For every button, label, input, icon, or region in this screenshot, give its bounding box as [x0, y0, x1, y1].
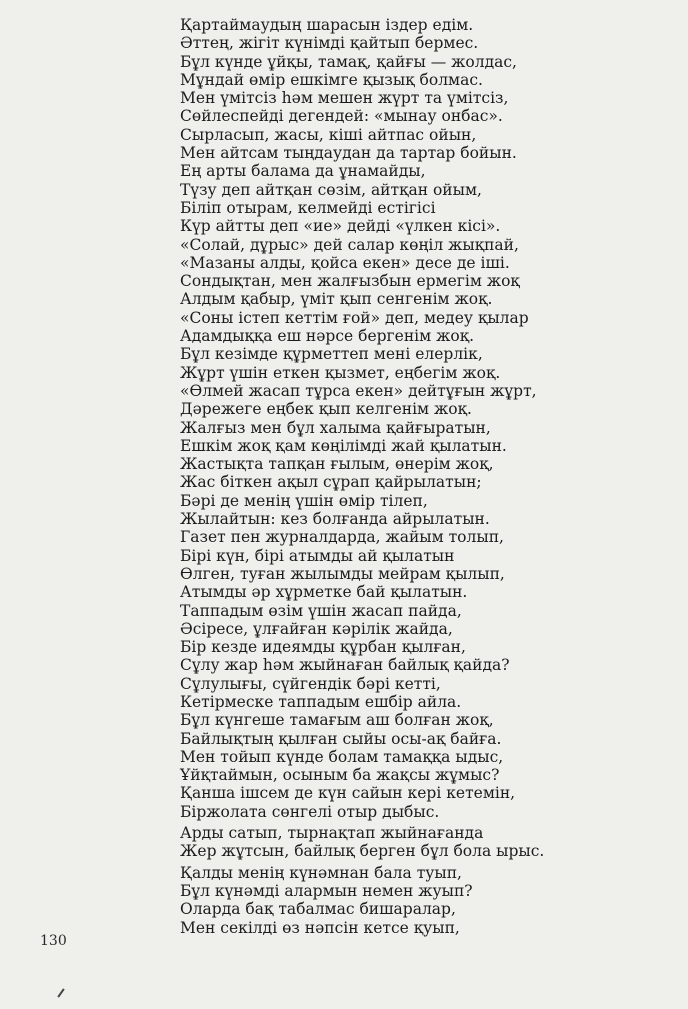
poem-line: Байлықтың қылған сыйы осы-ақ байға.: [180, 729, 502, 748]
page-number: 130: [40, 933, 67, 949]
poem-line: «Соны істеп кеттім ғой» деп, медеу қылар: [180, 308, 529, 327]
poem-line: Адамдыққа еш нәрсе бергенім жоқ.: [180, 327, 475, 346]
poem-line: Мұндай өмір ешкімге қызық болмас.: [180, 70, 483, 89]
poem-line: Кетірмеске таппадым ешбір айла.: [180, 692, 462, 711]
poem-line: Бұл күнгеше тамағым аш болған жоқ,: [180, 711, 494, 730]
poem-line: Өлген, туған жылымды мейрам қылып,: [180, 564, 505, 583]
poem-line: Жастықта тапқан ғылым, өнерім жоқ,: [180, 455, 494, 474]
poem-line: Жылайтын: кез болғанда айрылатын.: [180, 510, 490, 529]
poem-line: Дәрежеге еңбек қып келгенім жоқ.: [180, 400, 472, 419]
poem-line: Ұйқтаймын, осыным ба жақсы жұмыс?: [180, 766, 500, 785]
poem-line: Қанша ішсем де күн сайын кері кетемін,: [180, 784, 516, 803]
poem-line: Таппадым өзім үшін жасап пайда,: [180, 601, 462, 620]
poem-line: Сұлулығы, сүйгендік бәрі кетті,: [180, 674, 441, 693]
poem-line: Мен айтсам тыңдаудан да тартар бойын.: [180, 144, 517, 163]
poem-line: Сырласып, жасы, кіші айтпас ойын,: [180, 125, 477, 144]
poem-line: Жер жұтсын, байлық берген бұл бола ырыс.: [180, 842, 545, 861]
poem-line: Бірі күн, бірі атымды ай қылатын: [180, 546, 455, 565]
poem-line: Жалғыз мен бұл халыма қайғыратын,: [180, 418, 491, 437]
poem-line: Бір кезде идеямды құрбан қылған,: [180, 638, 466, 657]
poem-line: «Мазаны алды, қойса екен» десе де іші.: [180, 253, 510, 272]
poem-line: Күр айтты деп «ие» дейді «үлкен кісі».: [180, 217, 501, 236]
poem-line: Мен үмітсіз һәм мешен жүрт та үмітсіз,: [180, 89, 509, 108]
poem-line: Бәрі де менің үшін өмір тілеп,: [180, 491, 428, 510]
poem-line: Түзу деп айтқан сөзім, айтқан ойым,: [180, 180, 482, 199]
poem-line: Ешкім жоқ қам көңілімді жай қылатын.: [180, 436, 507, 455]
poem-line: Әсіресе, ұлғайған кәрілік жайда,: [180, 619, 453, 638]
poem-line: «Солай, дұрыс» дей салар көңіл жықпай,: [180, 235, 519, 254]
poem-line: Оларда бақ табалмас бишаралар,: [180, 900, 456, 919]
poem-line: Мен тойып күнде болам тамаққа ыдыс,: [180, 747, 504, 766]
poem-line: Арды сатып, тырнақтап жыйнағанда: [180, 824, 484, 843]
margin-mark: [57, 988, 64, 997]
poem-line: Сондықтан, мен жалғызбын ермегім жоқ: [180, 272, 520, 291]
poem-line: Бұл кезімде құрметтеп мені елерлік,: [180, 345, 483, 364]
poem-line: Атымды әр хұрметке бай қылатын.: [180, 583, 468, 602]
poem-line: Қалды менің күнәмнан бала туып,: [180, 863, 462, 882]
poem-line: Жұрт үшін еткен қызмет, еңбегім жоқ.: [180, 363, 501, 382]
poem-line: Ең арты балама да ұнамайды,: [180, 162, 426, 181]
poem-line: Бұл күнәмді алармын немен жуып?: [180, 881, 473, 900]
poem-line: Қартаймаудың шарасын іздер едім.: [180, 16, 474, 34]
poem-line: Біржолата сөнгелі отыр дыбыс.: [180, 802, 440, 821]
poem-line: Әттең, жігіт күнімді қайтып бермес.: [180, 34, 479, 53]
poem-line: Біліп отырам, келмейді естігісі: [180, 198, 436, 217]
poem-line: Мен секілді өз нәпсін кетсе қуып,: [180, 918, 460, 937]
poem-line: «Өлмей жасап тұрса екен» дейтұғын жұрт,: [180, 381, 537, 400]
poem-line: Газет пен журналдарда, жайым толып,: [180, 528, 504, 547]
poem-line: Алдым қабыр, үміт қып сенгенім жоқ.: [180, 290, 493, 309]
poem-line: Сұлу жар һәм жыйнаған байлық қайда?: [180, 656, 510, 675]
poem-text: [180, 16, 680, 937]
poem-line: Сөйлеспейді дегендей: «мынау онбас».: [180, 107, 503, 126]
poem-line: Бұл күнде ұйқы, тамақ, қайғы — жолдас,: [180, 52, 517, 71]
poem-line: Жас біткен ақыл сұрап қайрылатын;: [180, 473, 482, 492]
